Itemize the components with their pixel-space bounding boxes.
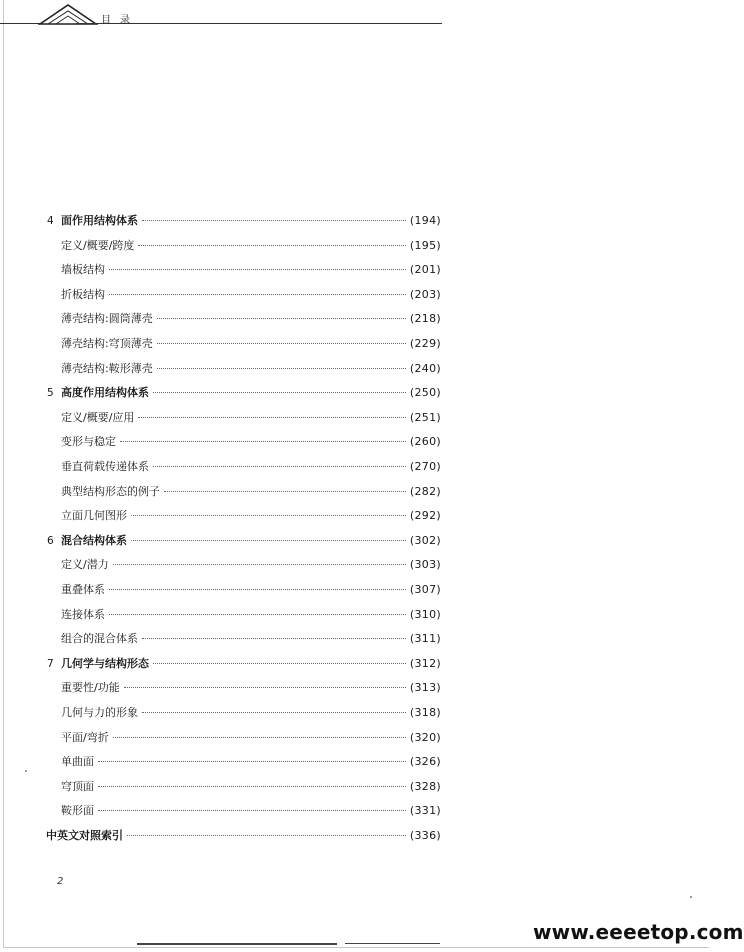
toc-title: 连接体系 (61, 607, 105, 621)
toc-page-number: (331) (409, 804, 441, 818)
bottom-rule (137, 943, 337, 945)
toc-page-number: (312) (409, 656, 441, 670)
toc-page-number: (313) (409, 681, 441, 695)
toc-section-row[interactable] (61, 458, 441, 476)
toc-page-number: (311) (409, 632, 441, 646)
toc-page-number: (326) (409, 755, 441, 769)
toc-leader-dots (109, 293, 406, 295)
scan-speck (25, 770, 27, 772)
toc-chapter-row[interactable] (47, 532, 441, 550)
toc-page-number: (320) (409, 730, 441, 744)
toc-title: 典型结构形态的例子 (61, 484, 160, 498)
toc-title: 组合的混合体系 (61, 632, 138, 646)
toc-leader-dots (98, 809, 406, 811)
toc-chapter-number: 5 (47, 387, 54, 400)
toc-index-row[interactable] (46, 827, 441, 845)
bottom-rule (345, 943, 440, 944)
toc-title: 几何学与结构形态 (61, 656, 149, 670)
toc-leader-dots (153, 662, 406, 664)
toc-page-number: (328) (409, 779, 441, 793)
toc-title: 面作用结构体系 (61, 214, 138, 227)
toc-page-number: (229) (409, 337, 441, 350)
toc-leader-dots (98, 760, 406, 762)
toc-chapter-number: 6 (47, 534, 54, 547)
toc-title: 混合结构体系 (61, 533, 127, 547)
toc-page-number: (260) (409, 435, 441, 449)
toc-leader-dots (109, 268, 406, 270)
toc-title: 薄壳结构:鞍形薄壳 (61, 361, 153, 375)
toc-section-row[interactable] (61, 310, 441, 328)
toc-page-number: (251) (409, 410, 441, 424)
toc-page-number: (318) (409, 706, 441, 719)
toc-title: 薄壳结构:穹顶薄壳 (61, 337, 153, 350)
toc-title: 折板结构 (61, 287, 105, 301)
toc-chapter-number: 7 (47, 657, 54, 670)
toc-leader-dots (142, 637, 406, 639)
toc-title: 鞍形面 (61, 804, 94, 818)
toc-title: 垂直荷载传递体系 (61, 460, 149, 473)
toc-section-row[interactable] (61, 483, 441, 501)
toc-page-number: (303) (409, 558, 441, 572)
page-border-bottom (3, 947, 709, 948)
toc-section-row[interactable] (61, 704, 441, 722)
toc-section-row[interactable] (61, 606, 441, 624)
toc-page-number: (240) (409, 361, 441, 375)
toc-page-number: (302) (409, 533, 441, 547)
toc-title: 薄壳结构:圆筒薄壳 (61, 312, 153, 326)
toc-page-number: (282) (409, 484, 441, 498)
toc-page-number: (270) (409, 460, 441, 473)
toc-section-row[interactable] (61, 335, 441, 353)
page-number: 2 (57, 876, 64, 887)
toc-title: 变形与稳定 (61, 435, 116, 449)
toc-leader-dots (98, 785, 406, 787)
toc-leader-dots (113, 563, 406, 565)
toc-leader-dots (164, 490, 406, 492)
toc-page-number: (310) (409, 607, 441, 621)
toc-leader-dots (131, 539, 406, 541)
toc-leader-dots (131, 514, 406, 516)
header-rule-left (0, 23, 40, 24)
toc-chapter-row[interactable] (47, 212, 441, 230)
toc-leader-dots (138, 416, 405, 418)
toc-leader-dots (142, 219, 406, 221)
toc-page-number: (292) (409, 509, 441, 523)
header-title: 目录 (101, 15, 139, 26)
toc-section-row[interactable] (61, 409, 441, 427)
toc-page-number: (194) (409, 214, 441, 227)
toc-section-row[interactable] (61, 581, 441, 599)
toc-page-number: (203) (409, 287, 441, 301)
toc-page-number: (201) (409, 263, 441, 277)
toc-section-row[interactable] (61, 360, 441, 378)
toc-title: 墙板结构 (61, 263, 105, 277)
toc-title: 重叠体系 (61, 583, 105, 596)
toc-title: 高度作用结构体系 (61, 386, 149, 400)
toc-title: 定义/潜力 (61, 558, 109, 572)
toc-leader-dots (109, 613, 406, 615)
toc-section-row[interactable] (61, 261, 441, 279)
toc-title: 穹顶面 (61, 779, 94, 793)
toc-section-row[interactable] (61, 237, 441, 255)
page-header (0, 0, 713, 32)
toc-section-row[interactable] (61, 286, 441, 304)
toc-title: 定义/概要/应用 (61, 410, 135, 424)
toc-title: 平面/弯折 (61, 730, 109, 744)
toc-leader-dots (153, 391, 406, 393)
toc-page-number: (250) (409, 386, 441, 400)
toc-leader-dots (109, 588, 406, 590)
toc-section-row[interactable] (61, 802, 441, 820)
toc-chapter-number: 4 (47, 215, 54, 227)
toc-section-row[interactable] (61, 630, 441, 648)
toc-page-number: (195) (409, 238, 441, 252)
toc-title: 几何与力的形象 (61, 706, 138, 719)
toc-section-row[interactable] (61, 507, 441, 525)
toc-title: 重要性/功能 (61, 681, 120, 695)
toc-section-row[interactable] (61, 778, 441, 796)
toc-chapter-row[interactable] (47, 655, 441, 673)
toc-page-number: (336) (409, 829, 441, 842)
toc-page-number: (307) (409, 583, 441, 596)
toc-section-row[interactable] (61, 433, 441, 451)
watermark: www.eeeetop.com (533, 920, 744, 944)
toc-leader-dots (113, 736, 406, 738)
toc-leader-dots (153, 465, 406, 467)
toc-page-number: (218) (409, 312, 441, 326)
toc-leader-dots (127, 834, 406, 836)
toc-title: 中英文对照索引 (46, 829, 123, 842)
toc-section-row[interactable] (61, 753, 441, 771)
toc-leader-dots (142, 711, 406, 713)
toc-section-row[interactable] (61, 679, 441, 697)
toc-title: 立面几何图形 (61, 509, 127, 523)
toc-title: 定义/概要/跨度 (61, 238, 135, 252)
toc-leader-dots (124, 686, 406, 688)
toc-leader-dots (157, 342, 406, 344)
toc-section-row[interactable] (61, 556, 441, 574)
toc-title: 单曲面 (61, 755, 94, 769)
toc-chapter-row[interactable] (47, 384, 441, 402)
page-border-left (3, 0, 4, 948)
scan-speck (690, 896, 692, 898)
toc-leader-dots (157, 367, 406, 369)
toc-leader-dots (138, 244, 405, 246)
toc-section-row[interactable] (61, 729, 441, 747)
toc-leader-dots (157, 317, 406, 319)
toc-leader-dots (120, 440, 406, 442)
